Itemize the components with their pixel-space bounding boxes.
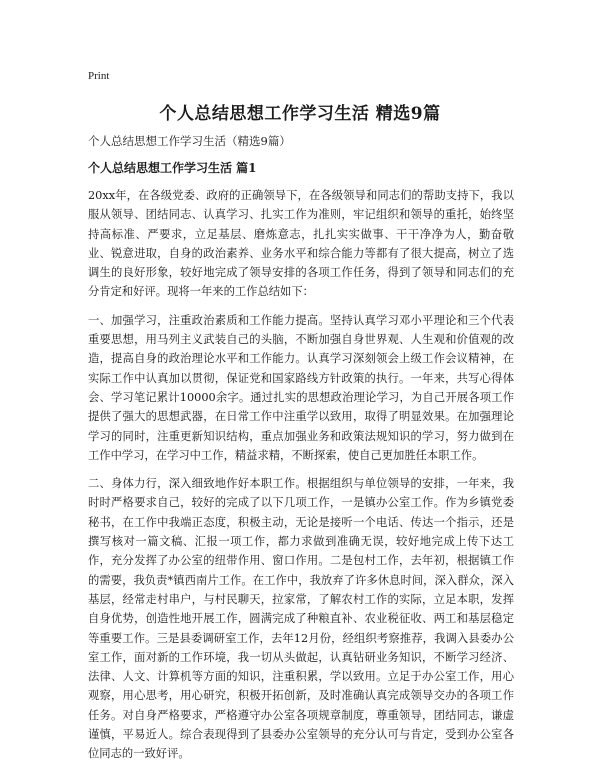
section-heading: 个人总结思想工作学习生活 篇1	[88, 161, 257, 175]
document-subtitle: 个人总结思想工作学习生活（精选9篇）	[88, 134, 291, 148]
paragraph-work: 二、身体力行，深入细致地作好本职工作。根据组织与单位领导的安排，一年来，我时时严格要求自己，较好的完成了以下几项工作，一是镇办公室工作。作为乡镇党委秘书，在工作中我端正态度，积极主动，无论是接听一个电话、传达一个指示，还是撰写核对一篇文稿、汇报一项工作，都力求做到准确无误，较好地完成上传下达工作，充分发挥了办公室的纽带作用、窗口作用。二是包村工作，去年初，根据镇工作的需要，我负责*镇西南片工作。在工作中，我放弃了许多休息时间，深入群众，深入基层，经常走村串户，与村民聊天，拉家常，了解农村工作的实际，立足本职，发挥自身优势，创造性地开展工作，圆满完成了种粮直补、农业税征收、两工和基层稳定等重要工作。三是县委调研室工作，去年12月份，经组织考察推荐，我调入县委办公室工作，面对新的工作环境，我一切从头做起，认真钻研业务知识，不断学习经济、法律、人文、计算机等方面的知识，注重积累，学以致用。立足于办公室工作，用心观察，用心思考，用心研究，积极开拓创新，及时准确认真完成领导交办的各项工作任务。对自身严格要求，严格遵守办公室各项规章制度，尊重领导，团结同志，谦虚谨慎，平易近人。综合表现得到了县委办公室领导的充分认可与肯定，受到办公室各位同志的一致好评。	[88, 477, 514, 761]
article-body	[88, 186, 514, 773]
page-title: 个人总结思想工作学习生活 精选9篇	[159, 104, 441, 124]
paragraph-intro: 20xx年，在各级党委、政府的正确领导下，在各级领导和同志们的帮助支持下，我以服从领导、团结同志、认真学习、扎实工作为准则，牢记组织和领导的重托，始终坚持高标准、严要求，立足基层、磨炼意志，扎扎实实做事、干干净净为人，勤奋敬业、锐意进取，自身的政治素养、业务水平和综合能力等都有了很大提高，树立了选调生的良好形象，较好地完成了领导安排的各项工作任务，得到了领导和同志们的充分肯定和好评。现将一年来的工作总结如下：	[88, 189, 514, 299]
print-link[interactable]: Print	[88, 70, 110, 82]
paragraph-study: 一、加强学习，注重政治素质和工作能力提高。坚持认真学习邓小平理论和三个代表重要思想，用马列主义武装自己的头脑，不断加强自身世界观、人生观和价值观的改造，提高自身的政治理论水平和工作能力。认真学习深刻领会上级工作会议精神，在实际工作中认真加以贯彻，保证党和国家路线方针政策的执行。一年来，共写心得体会、学习笔记累计10000余字。通过扎实的思想政治理论学习，为自己开展各项工作提供了强大的思想武器，在日常工作中注重学以致用，取得了明显效果。在加强理论学习的同时，注重更新知识结构，重点加强业务和政策法规知识的学习，努力做到在工作中学习，在学习中工作，精益求精，不断探索，使自己更加胜任本职工作。	[88, 313, 514, 462]
